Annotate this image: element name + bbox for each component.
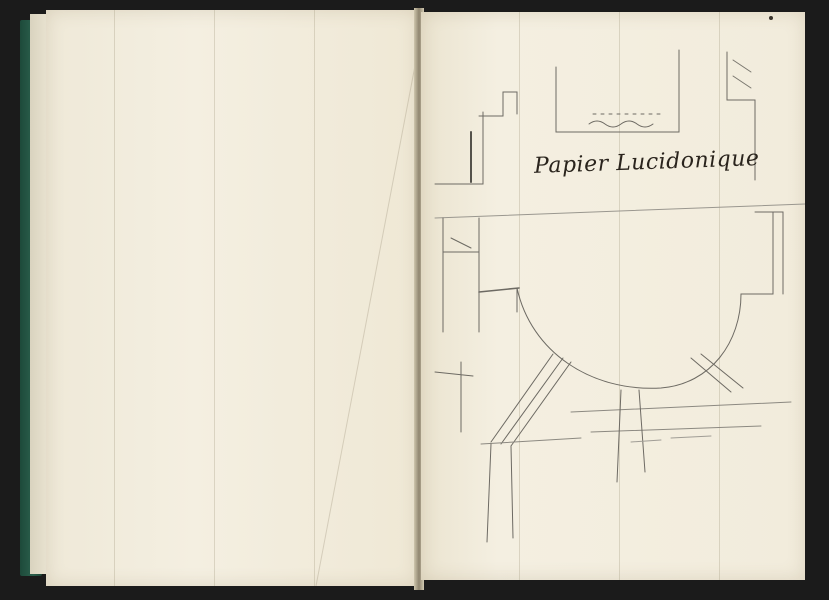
left-page-crease [46, 10, 418, 586]
pencil-architectural-sketch [421, 12, 805, 580]
left-page [46, 10, 418, 586]
ink-dot [769, 16, 773, 20]
handwritten-inscription: Papier Lucidonique [533, 146, 760, 179]
